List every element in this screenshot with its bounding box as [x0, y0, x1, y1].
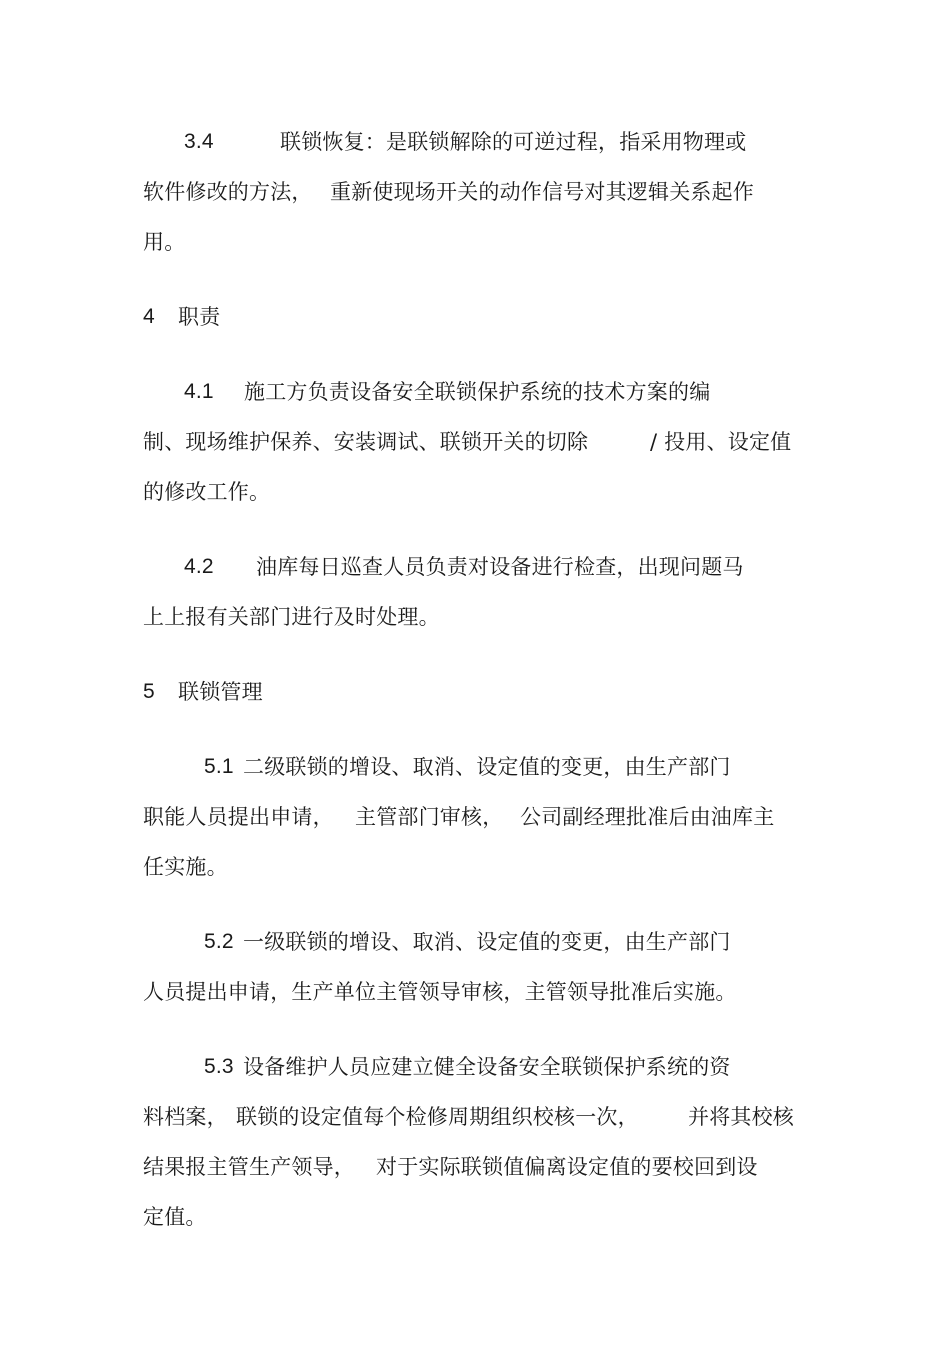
section-5-title: 联锁管理 [178, 680, 263, 704]
section-3-4-line-3: 用。 [143, 230, 186, 254]
section-4-1-line-2b: / 投用、设定值 [650, 430, 792, 454]
section-5-3-line-2b: 联锁的设定值每个检修周期组织校核一次， [236, 1105, 639, 1129]
section-5-1-line-3: 任实施。 [143, 855, 228, 879]
section-5-3-line-3a: 结果报主管生产领导， [143, 1155, 355, 1179]
section-5-1-line-2c: 公司副经理批准后由油库主 [520, 805, 775, 829]
section-5-2-number: 5.2 [204, 930, 234, 953]
section-5-1-line-2a: 职能人员提出申请， [143, 805, 334, 829]
section-4-1-line-2a: 制、现场维护保养、安装调试、联锁开关的切除 [143, 430, 589, 454]
section-4-2-number: 4.2 [184, 555, 214, 578]
section-5-2-line-2: 人员提出申请，生产单位主管领导审核，主管领导批准后实施。 [143, 980, 737, 1004]
section-4-1-line-3: 的修改工作。 [143, 480, 271, 504]
section-3-4-line-1: 联锁恢复：是联锁解除的可逆过程，指采用物理或 [280, 130, 747, 154]
section-4-1-number: 4.1 [184, 380, 214, 403]
section-5-3-number: 5.3 [204, 1055, 234, 1078]
section-3-4-line-2b: 重新使现场开关的动作信号对其逻辑关系起作 [330, 180, 754, 204]
section-4-1-line-1: 施工方负责设备安全联锁保护系统的技术方案的编 [244, 380, 711, 404]
section-4-2-line-1: 油库每日巡查人员负责对设备进行检查，出现问题马 [256, 555, 744, 579]
section-3-4-line-2a: 软件修改的方法， [143, 180, 313, 204]
section-5-number: 5 [143, 680, 155, 703]
section-5-1-line-2b: 主管部门审核， [355, 805, 504, 829]
section-4-title: 职责 [178, 305, 221, 329]
section-4-2-line-2: 上上报有关部门进行及时处理。 [143, 605, 440, 629]
section-5-3-line-2c: 并将其校核 [688, 1105, 794, 1129]
section-5-3-line-2a: 料档案， [143, 1105, 228, 1129]
section-5-3-line-3b: 对于实际联锁值偏离设定值的要校回到设 [376, 1155, 758, 1179]
section-5-3-line-1: 设备维护人员应建立健全设备安全联锁保护系统的资 [243, 1055, 731, 1079]
section-4-number: 4 [143, 305, 155, 328]
section-5-1-line-1: 二级联锁的增设、取消、设定值的变更，由生产部门 [243, 755, 731, 779]
section-5-1-number: 5.1 [204, 755, 234, 778]
section-5-3-line-4: 定值。 [143, 1205, 207, 1229]
section-3-4-number: 3.4 [184, 130, 214, 153]
section-5-2-line-1: 一级联锁的增设、取消、设定值的变更，由生产部门 [243, 930, 731, 954]
